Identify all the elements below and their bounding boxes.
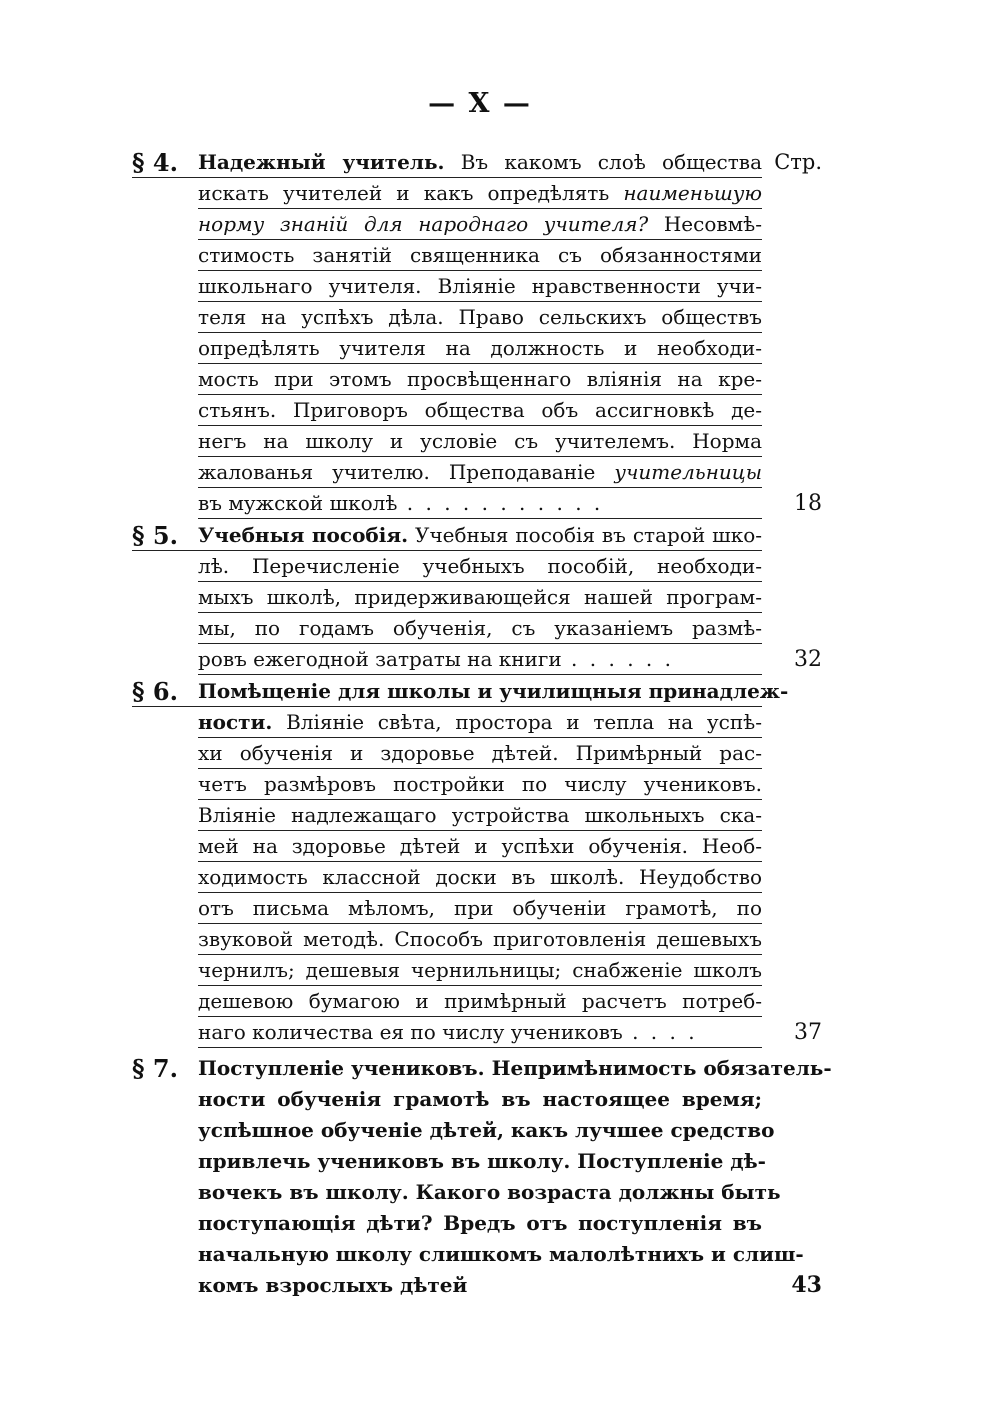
toc-text: искать учителей и какъ опредѣлять — [198, 181, 624, 205]
section-number: § 4. — [132, 148, 178, 177]
toc-text: жалованья учителю. Преподаваніе — [198, 460, 615, 484]
toc-line — [198, 582, 762, 613]
toc-text: привлечь учениковъ въ школу. Поступленіе дѣ- — [198, 1149, 766, 1173]
toc-text: въ мужской школѣ — [198, 491, 398, 515]
toc-line — [198, 707, 762, 738]
toc-line — [198, 862, 762, 893]
toc-line — [198, 986, 762, 1017]
toc-text: Учебныя пособія въ старой шко- — [408, 523, 762, 547]
toc-line — [198, 1017, 762, 1048]
toc-text: стьянъ. Приговоръ общества объ ассигновкѣ де- — [198, 398, 762, 422]
toc-line — [198, 395, 762, 426]
dot-leader: . . . . . . . . . . . — [397, 491, 604, 515]
toc-text: отъ письма мѣломъ, при обученіи грамотѣ, по — [198, 896, 762, 920]
toc-text: комъ взрослыхъ дѣтей — [198, 1273, 468, 1297]
toc-text: мость при этомъ просвѣщеннаго вліянія на кре- — [198, 367, 762, 391]
toc-line — [198, 800, 762, 831]
page-column-label: Стр. — [774, 150, 822, 174]
toc-text: лѣ. Перечисленіе учебныхъ пособій, необходи- — [198, 554, 762, 578]
toc-text: хи обученія и здоровье дѣтей. Примѣрный рас- — [198, 741, 762, 765]
toc-text: звуковой методѣ. Способъ приготовленія дешевыхъ — [198, 927, 762, 951]
dot-leader: . . . . — [622, 1020, 698, 1044]
toc-text: мыхъ школѣ, придерживающейся нашей програм- — [198, 585, 762, 609]
toc-text: поступающія дѣти? Вредъ отъ поступленія въ — [198, 1211, 762, 1235]
toc-text: успѣшное обученіе дѣтей, какъ лучшее средство — [198, 1118, 775, 1142]
toc-line — [198, 831, 762, 862]
toc-text: ходимость классной доски въ школѣ. Неудобство — [198, 865, 762, 889]
toc-line — [198, 457, 762, 488]
toc-text: дешевою бумагою и примѣрный расчетъ потреб- — [198, 989, 762, 1013]
toc-text: ности обученія грамотѣ въ настоящее время; — [198, 1087, 762, 1111]
toc-line — [198, 426, 762, 457]
toc-line — [198, 1084, 762, 1115]
toc-line — [198, 1146, 766, 1177]
toc-line — [198, 302, 762, 333]
toc-text: опредѣлять учителя на должность и необходи- — [198, 336, 762, 360]
toc-line — [198, 644, 762, 675]
section-title: Надежный учитель. — [198, 150, 445, 174]
toc-text: негъ на школу и условіе съ учителемъ. Норма — [198, 429, 762, 453]
toc-line — [198, 738, 762, 769]
toc-line — [132, 147, 762, 178]
section-description — [198, 676, 789, 1048]
toc-line — [198, 893, 762, 924]
section-page-number: 18 — [794, 491, 822, 516]
toc-line — [132, 520, 762, 551]
toc-text: чернилъ; дешевыя чернильницы; снабженіе школъ — [198, 958, 762, 982]
toc-text: наименьшую — [623, 181, 762, 205]
toc-line — [198, 613, 762, 644]
toc-text: наго количества ея по числу учениковъ — [198, 1020, 623, 1044]
toc-text: Непримѣнимость обязатель- — [484, 1056, 832, 1080]
section-page-number: 43 — [791, 1272, 822, 1298]
section-description — [198, 520, 762, 675]
section-title: Поступленіе учениковъ. — [198, 1056, 485, 1080]
section-number: § 7. — [132, 1054, 178, 1083]
toc-text: Въ какомъ слоѣ общества — [444, 150, 762, 174]
toc-line — [132, 1053, 832, 1084]
toc-line — [198, 955, 762, 986]
toc-text: мей на здоровье дѣтей и успѣхи обученія. Необ- — [198, 834, 762, 858]
toc-line — [198, 924, 762, 955]
toc-text: начальную школу слишкомъ малолѣтнихъ и слиш- — [198, 1242, 804, 1266]
section-description — [198, 147, 762, 519]
toc-text: норму знаній для народнаго учителя? — [198, 212, 649, 236]
toc-text: мы, по годамъ обученія, съ указаніемъ размѣ- — [198, 616, 762, 640]
section-page-number: 32 — [794, 647, 822, 672]
toc-text: учительницы — [614, 460, 762, 484]
toc-text: Несовмѣ- — [648, 212, 763, 236]
section-title: Учебныя пособія. — [198, 523, 409, 547]
section-title: Помѣщеніе для школы и училищныя принадлеж- — [198, 679, 789, 703]
toc-line — [198, 1239, 804, 1270]
toc-line — [198, 551, 762, 582]
section-number: § 5. — [132, 521, 178, 550]
toc-text: теля на успѣхъ дѣла. Право сельскихъ обществъ — [198, 305, 762, 329]
toc-line — [198, 271, 762, 302]
section-title: ности. — [198, 710, 273, 734]
page-header: — X — — [428, 88, 532, 119]
toc-text: вочекъ въ школу. Какого возраста должны быть — [198, 1180, 781, 1204]
toc-text: Вліяніе свѣта, простора и тепла на успѣ- — [272, 710, 762, 734]
section-page-number: 37 — [794, 1020, 822, 1045]
toc-line — [198, 1208, 762, 1239]
toc-text: ровъ ежегодной затраты на книги — [198, 647, 562, 671]
toc-line — [198, 364, 762, 395]
toc-text: четъ размѣровъ постройки по числу учениковъ. — [198, 772, 762, 796]
toc-line — [198, 240, 762, 271]
toc-line — [198, 209, 762, 240]
toc-line — [198, 178, 762, 209]
toc-line — [198, 488, 762, 519]
section-number: § 6. — [132, 677, 178, 706]
toc-line — [198, 1115, 775, 1146]
dot-leader: . . . . . . — [561, 647, 674, 671]
toc-text: школьнаго учителя. Вліяніе нравственности учи- — [198, 274, 762, 298]
toc-line — [198, 333, 762, 364]
toc-text: стимость занятій священника съ обязанностями — [198, 243, 762, 267]
toc-line — [198, 1177, 781, 1208]
toc-line — [198, 1270, 762, 1301]
toc-line — [132, 676, 789, 707]
toc-line — [198, 769, 762, 800]
toc-text: Вліяніе надлежащаго устройства школьныхъ ска- — [198, 803, 762, 827]
